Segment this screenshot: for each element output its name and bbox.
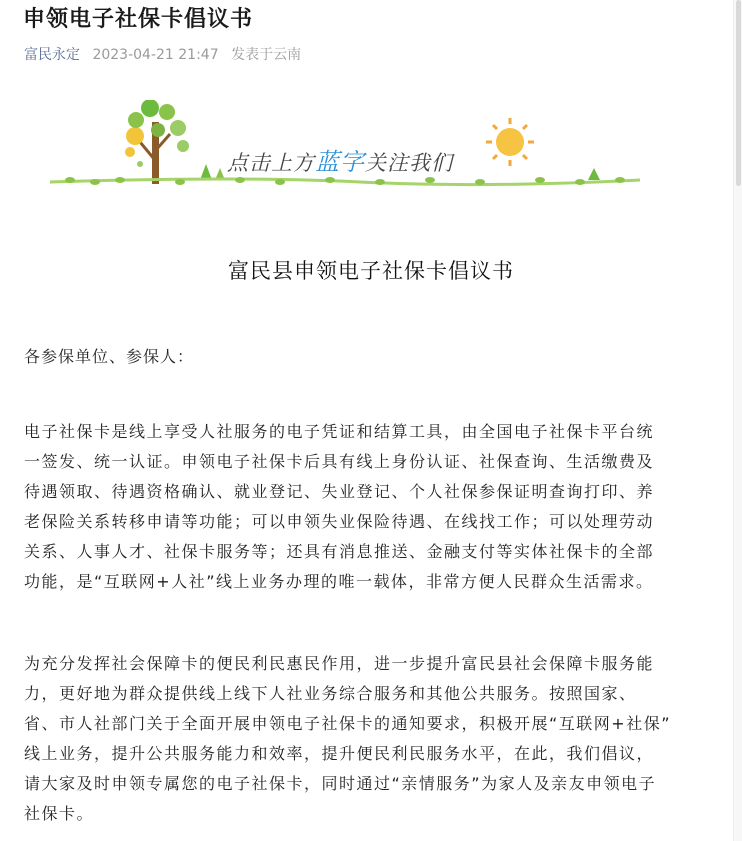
paragraph-1: 电子社保卡是线上享受人社服务的电子凭证和结算工具，由全国电子社保卡平台统 一签发、统一认证。申领电子社保卡后具有线上身份认证、社保查询、生活缴费及 待遇领取、待遇资格确认、就业登记、失业登记、个人社保参保证明查询打印、养 老保险关系转移申请等功能；可以申领失业保险待遇、在线找工作；可以处理劳动 关系、人事人才、社保卡服务等；还具有消息推送、金融支付等实体社保卡的全部 功能，是“互联网+人社”线上业务办理的唯一载体，非常方便人民群众生活需求。 [24,422,655,591]
publish-date: 2023-04-21 21:47 [92,47,219,63]
paragraph-2: 为充分发挥社会保障卡的便民利民惠民作用，进一步提升富民县社会保障卡服务能 力，更好地为群众提供线上线下人社业务综合服务和其他公共服务。按照国家、 省、市人社部门关于全面开展申领电子社保卡的通知要求，积极开展“互联网+社保” 线上业务，提升公共服务能力和效率，提升便民利民服务水平，在此，我们倡议， 请大家及时申领专属您的电子社保卡，同时通过“亲情服务”为家人及亲友申领电子 社保卡。 [24,654,671,823]
scrollbar[interactable] [733,0,742,841]
salutation: 各参保单位、参保人： [24,347,195,366]
sun-icon [486,118,534,166]
article-title: 申领电子社保卡倡议书 [23,7,254,32]
article-meta [24,44,301,64]
author-link[interactable]: 富民永定 [24,47,80,63]
banner-text-highlight: 蓝字 [315,148,365,176]
publish-location: 发表于云南 [231,47,302,63]
follow-banner-text [227,142,453,177]
document-heading: 富民县申领电子社保卡倡议书 [228,259,514,283]
banner-text-before: 点击上方 [227,151,315,175]
banner-text-after: 关注我们 [365,151,453,175]
tree-icon [125,100,189,184]
follow-banner [40,100,660,200]
scrollbar-thumb[interactable] [736,0,741,186]
